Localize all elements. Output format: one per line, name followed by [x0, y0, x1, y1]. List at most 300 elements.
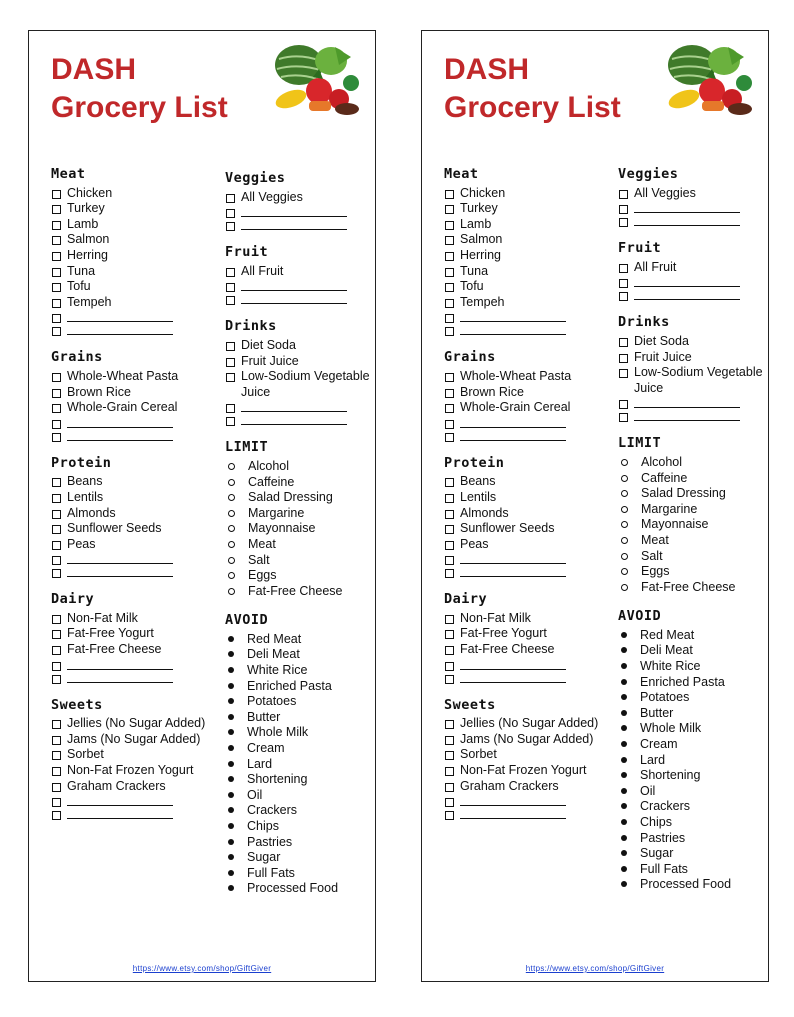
checkbox-icon[interactable]	[52, 420, 61, 429]
filled-circle-bullet-icon	[228, 870, 234, 876]
list-item[interactable]: All Fruit	[618, 260, 766, 276]
list-item[interactable]: Non-Fat Milk	[51, 611, 211, 627]
section-drinks	[618, 315, 766, 422]
list-item: Pastries	[225, 835, 373, 851]
section-heading: Protein	[444, 454, 505, 471]
filled-circle-bullet-icon	[228, 698, 234, 704]
footer-link[interactable]: https://www.etsy.com/shop/GiftGiver	[525, 964, 665, 973]
blank-line[interactable]	[444, 552, 604, 565]
blank-line[interactable]	[444, 323, 604, 336]
list-item[interactable]: Fruit Juice	[225, 354, 373, 370]
write-in-line[interactable]	[67, 416, 173, 428]
checkbox-icon[interactable]	[52, 811, 61, 820]
checkbox-icon[interactable]	[445, 783, 454, 792]
list-item[interactable]: Fat-Free Yogurt	[51, 626, 211, 642]
checkbox-icon[interactable]	[445, 327, 454, 336]
checkbox-icon[interactable]	[619, 264, 628, 273]
checkbox-icon[interactable]	[445, 675, 454, 684]
list-item[interactable]: Tempeh	[51, 295, 211, 311]
list-item[interactable]: Peas	[51, 537, 211, 553]
checkbox-icon[interactable]	[445, 404, 454, 413]
blank-line[interactable]	[51, 794, 211, 807]
checkbox-icon[interactable]	[52, 798, 61, 807]
write-in-line[interactable]	[634, 409, 740, 421]
list-item[interactable]: Non-Fat Milk	[444, 611, 604, 627]
blank-line[interactable]	[225, 218, 373, 231]
list-item: Crackers	[618, 799, 766, 815]
checkbox-icon[interactable]	[619, 400, 628, 409]
section-heading: LIMIT	[618, 435, 662, 452]
checkbox-icon[interactable]	[52, 541, 61, 550]
checkbox-icon[interactable]	[52, 373, 61, 382]
write-in-line[interactable]	[460, 323, 566, 335]
filled-circle-bullet-icon	[228, 854, 234, 860]
list-item: Alcohol	[618, 455, 766, 471]
list-item: Shortening	[618, 768, 766, 784]
list-item[interactable]: Fat-Free Cheese	[444, 642, 604, 658]
blank-line[interactable]	[444, 671, 604, 684]
checkbox-icon[interactable]	[445, 314, 454, 323]
write-in-line[interactable]	[67, 671, 173, 683]
write-in-line[interactable]	[460, 310, 566, 322]
right-column	[618, 167, 766, 907]
checkbox-icon[interactable]	[52, 525, 61, 534]
list-item[interactable]: Peas	[444, 537, 604, 553]
checkbox-icon[interactable]	[52, 736, 61, 745]
checkbox-icon[interactable]	[52, 404, 61, 413]
section-fruit	[225, 245, 373, 305]
section-heading: Dairy	[51, 591, 95, 608]
list-item[interactable]: Sunflower Seeds	[444, 521, 604, 537]
open-circle-bullet-icon	[228, 479, 235, 486]
checkbox-icon[interactable]	[445, 221, 454, 230]
page-title	[444, 51, 621, 127]
list-item[interactable]: All Fruit	[225, 264, 373, 280]
list-item[interactable]: Tofu	[444, 279, 604, 295]
blank-line[interactable]	[444, 658, 604, 671]
write-in-line[interactable]	[67, 429, 173, 441]
filled-circle-bullet-icon	[228, 807, 234, 813]
filled-circle-bullet-icon	[621, 835, 627, 841]
checkbox-icon[interactable]	[52, 252, 61, 261]
filled-circle-bullet-icon	[228, 839, 234, 845]
blank-line[interactable]	[51, 565, 211, 578]
checkbox-icon[interactable]	[52, 221, 61, 230]
write-in-line[interactable]	[460, 429, 566, 441]
checkbox-icon[interactable]	[445, 299, 454, 308]
blank-line[interactable]	[51, 807, 211, 820]
list-item: Meat	[618, 533, 766, 549]
checkbox-icon[interactable]	[445, 478, 454, 487]
write-in-line[interactable]	[67, 323, 173, 335]
list-item: Eggs	[618, 564, 766, 580]
list-item[interactable]: Non-Fat Frozen Yogurt	[444, 763, 604, 779]
checkbox-icon[interactable]	[445, 811, 454, 820]
write-in-line[interactable]	[241, 279, 347, 291]
blank-line[interactable]	[225, 205, 373, 218]
list-item: Potatoes	[225, 694, 373, 710]
blank-line[interactable]	[444, 310, 604, 323]
list-item[interactable]: Sorbet	[51, 747, 211, 763]
list-item[interactable]: Herring	[444, 248, 604, 264]
checkbox-icon[interactable]	[619, 369, 628, 378]
checkbox-icon[interactable]	[445, 751, 454, 760]
filled-circle-bullet-icon	[621, 788, 627, 794]
list-item[interactable]: Sorbet	[444, 747, 604, 763]
blank-line[interactable]	[51, 552, 211, 565]
list-item: Oil	[225, 788, 373, 804]
checkbox-icon[interactable]	[226, 342, 235, 351]
filled-circle-bullet-icon	[621, 819, 627, 825]
list-item[interactable]: Non-Fat Frozen Yogurt	[51, 763, 211, 779]
filled-circle-bullet-icon	[228, 729, 234, 735]
checkbox-icon[interactable]	[52, 268, 61, 277]
list-item[interactable]: Whole-Grain Cereal	[444, 400, 604, 416]
list-item[interactable]: Salmon	[51, 232, 211, 248]
write-in-line[interactable]	[460, 552, 566, 564]
list-item[interactable]: All Veggies	[225, 190, 373, 206]
list-item[interactable]: Low-Sodium Vegetable Juice	[225, 369, 373, 400]
checkbox-icon[interactable]	[445, 283, 454, 292]
filled-circle-bullet-icon	[621, 850, 627, 856]
filled-circle-bullet-icon	[228, 636, 234, 642]
checkbox-icon[interactable]	[52, 675, 61, 684]
list-item: Margarine	[225, 506, 373, 522]
blank-line[interactable]	[444, 565, 604, 578]
open-circle-bullet-icon	[228, 463, 235, 470]
list-item[interactable]: Beans	[51, 474, 211, 490]
section-protein	[444, 456, 604, 579]
blank-line[interactable]	[51, 310, 211, 323]
list-item: Pastries	[618, 831, 766, 847]
checkbox-icon[interactable]	[445, 720, 454, 729]
checkbox-icon[interactable]	[52, 389, 61, 398]
list-item[interactable]: Tofu	[51, 279, 211, 295]
checkbox-icon[interactable]	[226, 404, 235, 413]
checkbox-icon[interactable]	[445, 767, 454, 776]
checkbox-icon[interactable]	[445, 556, 454, 565]
list-item[interactable]: Lentils	[51, 490, 211, 506]
list-item[interactable]: Brown Rice	[444, 385, 604, 401]
list-item[interactable]: Almonds	[444, 506, 604, 522]
blank-line[interactable]	[225, 413, 373, 426]
write-in-line[interactable]	[460, 794, 566, 806]
blank-line[interactable]	[225, 279, 373, 292]
open-circle-bullet-icon	[621, 506, 628, 513]
checkbox-icon[interactable]	[52, 569, 61, 578]
checkbox-icon[interactable]	[52, 783, 61, 792]
checkbox-icon[interactable]	[445, 268, 454, 277]
checkbox-icon[interactable]	[445, 494, 454, 503]
filled-circle-bullet-icon	[621, 663, 627, 669]
blank-line[interactable]	[618, 409, 766, 422]
checkbox-icon[interactable]	[52, 510, 61, 519]
open-circle-bullet-icon	[228, 588, 235, 595]
left-column	[444, 167, 604, 834]
checkbox-icon[interactable]	[445, 541, 454, 550]
list-item[interactable]: Salmon	[444, 232, 604, 248]
checkbox-icon[interactable]	[226, 194, 235, 203]
checkbox-icon[interactable]	[52, 478, 61, 487]
write-in-line[interactable]	[460, 565, 566, 577]
blank-line[interactable]	[444, 429, 604, 442]
list-item[interactable]: Whole-Wheat Pasta	[51, 369, 211, 385]
list-item: Potatoes	[618, 690, 766, 706]
list-item[interactable]: Jellies (No Sugar Added)	[444, 716, 604, 732]
section-protein	[51, 456, 211, 579]
checkbox-icon[interactable]	[619, 218, 628, 227]
checkbox-icon[interactable]	[52, 205, 61, 214]
list-item[interactable]: Jams (No Sugar Added)	[51, 732, 211, 748]
checkbox-icon[interactable]	[445, 420, 454, 429]
list-item[interactable]: Herring	[51, 248, 211, 264]
list-item: Salt	[225, 553, 373, 569]
checkbox-icon[interactable]	[445, 662, 454, 671]
list-item[interactable]: Jellies (No Sugar Added)	[51, 716, 211, 732]
blank-line[interactable]	[51, 429, 211, 442]
list-item[interactable]: Almonds	[51, 506, 211, 522]
checkbox-icon[interactable]	[226, 373, 235, 382]
checkbox-icon[interactable]	[52, 236, 61, 245]
checkbox-icon[interactable]	[52, 646, 61, 655]
checkbox-icon[interactable]	[226, 209, 235, 218]
filled-circle-bullet-icon	[621, 725, 627, 731]
list-item: Caffeine	[618, 471, 766, 487]
section-limit	[225, 440, 373, 599]
list-item[interactable]: Graham Crackers	[51, 779, 211, 795]
checkbox-icon[interactable]	[445, 510, 454, 519]
filled-circle-bullet-icon	[228, 823, 234, 829]
list-item[interactable]: Jams (No Sugar Added)	[444, 732, 604, 748]
checkbox-icon[interactable]	[52, 327, 61, 336]
checkbox-icon[interactable]	[445, 569, 454, 578]
list-item[interactable]: Diet Soda	[618, 334, 766, 350]
checkbox-icon[interactable]	[226, 417, 235, 426]
blank-line[interactable]	[51, 658, 211, 671]
section-heading: Veggies	[618, 166, 679, 182]
write-in-line[interactable]	[241, 400, 347, 412]
filled-circle-bullet-icon	[228, 776, 234, 782]
checkbox-icon[interactable]	[52, 720, 61, 729]
filled-circle-bullet-icon	[228, 745, 234, 751]
checkbox-icon[interactable]	[619, 292, 628, 301]
write-in-line[interactable]	[67, 794, 173, 806]
checkbox-icon[interactable]	[619, 205, 628, 214]
grocery-list-card-left	[28, 30, 376, 982]
left-column	[51, 167, 211, 834]
list-item: Cream	[618, 737, 766, 753]
filled-circle-bullet-icon	[621, 741, 627, 747]
blank-line[interactable]	[618, 288, 766, 301]
section-heading: Grains	[51, 349, 103, 366]
checkbox-icon[interactable]	[445, 389, 454, 398]
blank-line[interactable]	[51, 671, 211, 684]
list-item[interactable]: Fat-Free Yogurt	[444, 626, 604, 642]
checkbox-icon[interactable]	[445, 433, 454, 442]
list-item[interactable]: Fat-Free Cheese	[51, 642, 211, 658]
open-circle-bullet-icon	[228, 510, 235, 517]
checkbox-icon[interactable]	[619, 354, 628, 363]
list-item: Oil	[618, 784, 766, 800]
checkbox-icon[interactable]	[226, 222, 235, 231]
list-item: Lard	[618, 753, 766, 769]
list-item[interactable]: Lentils	[444, 490, 604, 506]
filled-circle-bullet-icon	[228, 761, 234, 767]
blank-line[interactable]	[618, 396, 766, 409]
checkbox-icon[interactable]	[52, 630, 61, 639]
blank-line[interactable]	[444, 416, 604, 429]
write-in-line[interactable]	[634, 275, 740, 287]
section-heading: AVOID	[225, 612, 269, 629]
list-item[interactable]: Tuna	[51, 264, 211, 280]
list-item[interactable]: Low-Sodium Vegetable Juice	[618, 365, 766, 396]
list-item: Chips	[225, 819, 373, 835]
checkbox-icon[interactable]	[52, 556, 61, 565]
list-item: Deli Meat	[618, 643, 766, 659]
list-item[interactable]: Whole-Wheat Pasta	[444, 369, 604, 385]
checkbox-icon[interactable]	[52, 283, 61, 292]
section-meat	[51, 167, 211, 336]
list-item[interactable]: Graham Crackers	[444, 779, 604, 795]
list-item[interactable]: Chicken	[444, 186, 604, 202]
list-item[interactable]: Diet Soda	[225, 338, 373, 354]
checkbox-icon[interactable]	[445, 525, 454, 534]
checkbox-icon[interactable]	[445, 646, 454, 655]
write-in-line[interactable]	[67, 552, 173, 564]
list-item[interactable]: Brown Rice	[51, 385, 211, 401]
checkbox-icon[interactable]	[619, 413, 628, 422]
list-item[interactable]: All Veggies	[618, 186, 766, 202]
blank-line[interactable]	[51, 323, 211, 336]
list-item[interactable]: Chicken	[51, 186, 211, 202]
checkbox-icon[interactable]	[226, 358, 235, 367]
checkbox-icon[interactable]	[52, 314, 61, 323]
checkbox-icon[interactable]	[445, 190, 454, 199]
checkbox-icon[interactable]	[445, 736, 454, 745]
write-in-line[interactable]	[460, 658, 566, 670]
section-grains	[51, 350, 211, 441]
write-in-line[interactable]	[67, 565, 173, 577]
write-in-line[interactable]	[241, 292, 347, 304]
list-item[interactable]: Beans	[444, 474, 604, 490]
list-item[interactable]: Turkey	[51, 201, 211, 217]
list-item: Red Meat	[618, 628, 766, 644]
blank-line[interactable]	[225, 292, 373, 305]
write-in-line[interactable]	[634, 214, 740, 226]
write-in-line[interactable]	[634, 201, 740, 213]
open-circle-bullet-icon	[621, 521, 628, 528]
section-heading: Protein	[51, 454, 112, 471]
list-item: Salt	[618, 549, 766, 565]
open-circle-bullet-icon	[621, 459, 628, 466]
write-in-line[interactable]	[634, 396, 740, 408]
list-item[interactable]: Sunflower Seeds	[51, 521, 211, 537]
filled-circle-bullet-icon	[621, 632, 627, 638]
list-item[interactable]: Whole-Grain Cereal	[51, 400, 211, 416]
checkbox-icon[interactable]	[52, 433, 61, 442]
list-item: Deli Meat	[225, 647, 373, 663]
blank-line[interactable]	[225, 400, 373, 413]
checkbox-icon[interactable]	[52, 751, 61, 760]
blank-line[interactable]	[618, 214, 766, 227]
section-dairy	[51, 592, 211, 683]
section-veggies	[618, 167, 766, 227]
section-meat	[444, 167, 604, 336]
list-item[interactable]: Tuna	[444, 264, 604, 280]
footer-link[interactable]: https://www.etsy.com/shop/GiftGiver	[132, 964, 272, 973]
checkbox-icon[interactable]	[226, 268, 235, 277]
write-in-line[interactable]	[67, 807, 173, 819]
blank-line[interactable]	[618, 201, 766, 214]
write-in-line[interactable]	[241, 205, 347, 217]
list-item[interactable]: Lamb	[51, 217, 211, 233]
checkbox-icon[interactable]	[445, 798, 454, 807]
open-circle-bullet-icon	[228, 557, 235, 564]
checkbox-icon[interactable]	[226, 283, 235, 292]
checkbox-icon[interactable]	[52, 299, 61, 308]
blank-line[interactable]	[51, 416, 211, 429]
section-fruit	[618, 241, 766, 301]
checkbox-icon[interactable]	[445, 615, 454, 624]
section-heading: Dairy	[444, 591, 488, 608]
checkbox-icon[interactable]	[52, 767, 61, 776]
blank-line[interactable]	[618, 275, 766, 288]
list-item[interactable]: Lamb	[444, 217, 604, 233]
checkbox-icon[interactable]	[445, 373, 454, 382]
checkbox-icon[interactable]	[445, 252, 454, 261]
checkbox-icon[interactable]	[52, 615, 61, 624]
checkbox-icon[interactable]	[619, 190, 628, 199]
write-in-line[interactable]	[67, 658, 173, 670]
checkbox-icon[interactable]	[445, 236, 454, 245]
list-item: White Rice	[618, 659, 766, 675]
open-circle-bullet-icon	[228, 572, 235, 579]
checkbox-icon[interactable]	[619, 338, 628, 347]
write-in-line[interactable]	[460, 671, 566, 683]
write-in-line[interactable]	[460, 807, 566, 819]
checkbox-icon[interactable]	[52, 494, 61, 503]
blank-line[interactable]	[444, 794, 604, 807]
open-circle-bullet-icon	[621, 584, 628, 591]
checkbox-icon[interactable]	[52, 662, 61, 671]
list-item[interactable]: Tempeh	[444, 295, 604, 311]
checkbox-icon[interactable]	[226, 296, 235, 305]
blank-line[interactable]	[444, 807, 604, 820]
section-heading: Drinks	[225, 318, 277, 335]
list-item: Enriched Pasta	[225, 679, 373, 695]
list-item: Lard	[225, 757, 373, 773]
list-item: White Rice	[225, 663, 373, 679]
checkbox-icon[interactable]	[445, 205, 454, 214]
list-item[interactable]: Turkey	[444, 201, 604, 217]
list-item: Sugar	[618, 846, 766, 862]
write-in-line[interactable]	[67, 310, 173, 322]
write-in-line[interactable]	[241, 413, 347, 425]
list-item: Salad Dressing	[225, 490, 373, 506]
open-circle-bullet-icon	[621, 568, 628, 575]
write-in-line[interactable]	[241, 218, 347, 230]
checkbox-icon[interactable]	[619, 279, 628, 288]
checkbox-icon[interactable]	[52, 190, 61, 199]
write-in-line[interactable]	[460, 416, 566, 428]
list-item[interactable]: Fruit Juice	[618, 350, 766, 366]
checkbox-icon[interactable]	[445, 630, 454, 639]
write-in-line[interactable]	[634, 288, 740, 300]
section-sweets	[444, 698, 604, 821]
title-line-1: DASH	[444, 53, 530, 86]
list-item: Enriched Pasta	[618, 675, 766, 691]
filled-circle-bullet-icon	[621, 881, 627, 887]
